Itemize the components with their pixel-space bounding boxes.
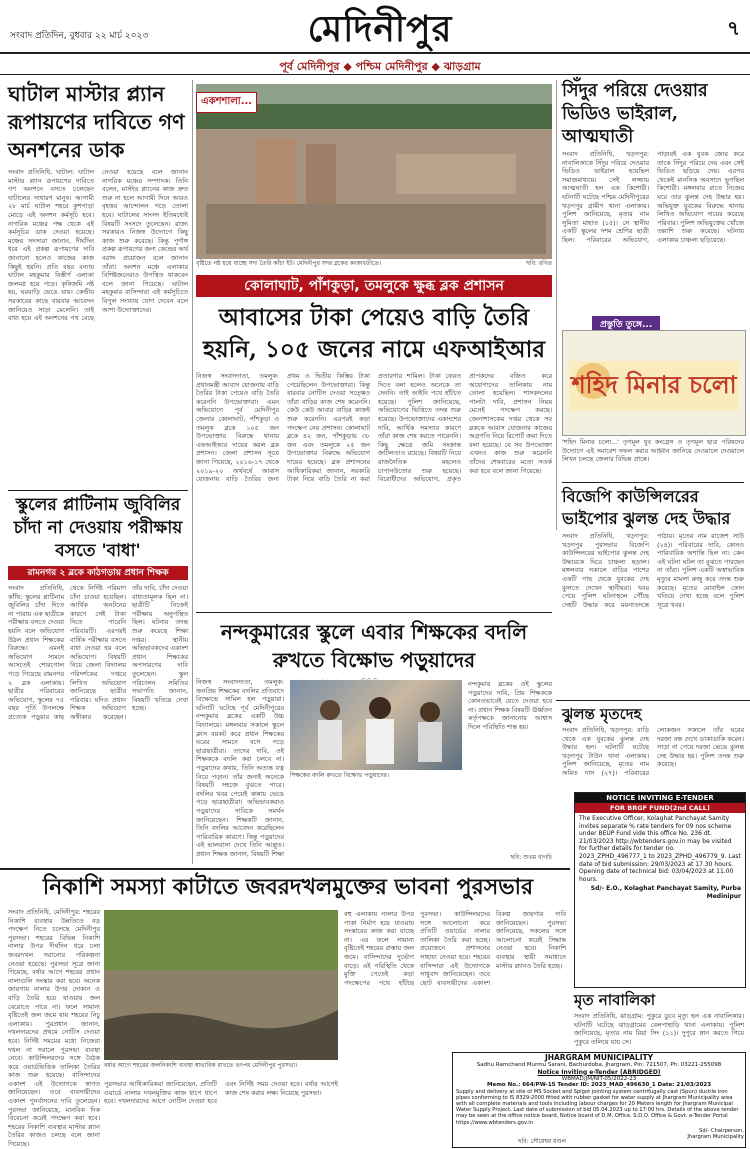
teacher-body-continued: নন্দকুমার ব্লকের ওই স্কুলের পড়ুয়াদের দাবি, প্রিয় শিক্ষককে কোনওভাবেই যেতে দেওয়া হবে না। প্রধান শিক্ষক বিষয়টি ঊর্ধ্বতন কর্তৃপক্ষকে জানানোর আশ্বাস দিলে পরিস্থিতি শান্ত হয়। bbox=[468, 680, 552, 731]
sindur-headline: সিঁদুর পরিয়ে দেওয়ার ভিডিও ভাইরাল, আত্মঘাতী bbox=[562, 81, 708, 147]
divider bbox=[0, 868, 570, 870]
bjp-headline: বিজেপি কাউন্সিলরের ভাইপোর ঝুলন্ত দেহ উদ্ধার bbox=[562, 487, 731, 528]
minor-headline: মৃত নাবালিকা bbox=[574, 991, 656, 1009]
page-number: ৭ bbox=[726, 16, 740, 40]
jhargram-address: Sadhu Ramchand Murmu Sarani, Bachurdoba, Jhargram, Pin: 721507, Ph: 03221-255098 bbox=[476, 1062, 722, 1068]
ghatal-headline: ঘাটাল মাস্টার প্ল্যান রূপায়ণের দাবিতে গণ অনশনের ডাক bbox=[8, 82, 185, 162]
publication-date: সংবাদ প্রতিদিন, বুধবার ২২ মার্চ ২০২৩ bbox=[10, 31, 149, 41]
photo-credit: ছবি: রণিত bbox=[526, 260, 552, 267]
housing-body: নিজস্ব সংবাদদাতা, তমলুক: প্রধানমন্ত্রী আবাস যোজনায় বাড়ি তৈরির টাকা পেয়েও বাড়ি তৈরি করেননি উপভোক্তারা। এমন অভিযোগে পূর্ব মেদিনীপুর জেলার কোলাঘাট, পাঁশকুড়া ও তমলুক ব্লকে ১০৫ জন উপভোক্তার বিরুদ্ধে থানায় এফআইআর দায়ের করল ব্লক প্রশাসন। জেলা প্রশাসন সূত্রে জানা গিয়েছে, ২০১৬-১৭ থেকে ২০১৯-২০ অর্থবর্ষে আবাস যোজনায় বাড়ি তৈরির জন্য প্রথম ও দ্বিতীয় কিস্তির টাকা পেয়েছিলেন উপভোক্তারা। কিন্তু বারবার নোটিস দেওয়া সত্ত্বেও তাঁরা বাড়ির কাজ শেষ করেননি। কেউ কেউ আবার বাড়ির কাজই শুরু করেননি। এরপরই কড়া পদক্ষেপ নেয় প্রশাসন। কোলাঘাট ব্লকে ৪২ জন, পাঁশকুড়ায় ৩৮ জন এবং তমলুকে ২৫ জন উপভোক্তার বিরুদ্ধে অভিযোগ দায়ের হয়েছে। ব্লক প্রশাসনের আধিকারিকরা জানান, সরকারি টাকা নিয়ে বাড়ি তৈরি না করা প্রতারণার শামিল। টাকা ফেরত দিতে বলা হলেও অনেকে তা দেননি। তাই আইনি পথে হাঁটতে হয়েছে। পুলিশ জানিয়েছে, অভিযোগের ভিত্তিতে তদন্ত শুরু হয়েছে। উপভোক্তাদের একাংশের দাবি, আর্থিক সমস্যার কারণে তাঁরা কাজ শেষ করতে পারেননি। কিছু ক্ষেত্রে জমি সংক্রান্ত জটিলতাও রয়েছে। বিষয়টি নিয়ে রাজনৈতিক মহলেও চাপানউতোর শুরু হয়েছে। বিরোধীদের অভিযোগ, প্রকৃত প্রাপকদের বঞ্চিত করে অযোগ্যদের তালিকায় নাম তোলা হয়েছিল। শাসকদলের পালটা দাবি, প্রশাসন নিয়ম মেনেই পদক্ষেপ করছে। জেলাশাসকের দপ্তর থেকে সব ব্লককে আবাস যোজনার কাজের অগ্রগতি নিয়ে রিপোর্ট জমা দিতে বলা হয়েছে। যে সব উপভোক্তা এখনও কাজ শুরু করেননি তাঁদের শেষবারের মতো সতর্ক করা হবে বলে জানা গিয়েছে। bbox=[196, 372, 552, 484]
housing-banner: কোলাঘাট, পাঁশকুড়া, তমলুকে ক্ষুব্ধ ব্লক প্রশাসন bbox=[196, 275, 552, 297]
housing-headline: আবাসের টাকা পেয়েও বাড়ি তৈরি হয়নি, ১০৫ জনের নামে এফআইআর bbox=[203, 304, 545, 363]
jhargram-ref: WBMAD/JM/NIT-05/2022-23 bbox=[561, 1075, 637, 1082]
page-title: মেদিনীপুর bbox=[307, 8, 453, 50]
wall-poster-photo bbox=[562, 330, 746, 436]
drain-photo-caption: বর্ষার আগে শহরের জলনিকাশি ব্যবস্থা স্বাভাবিক রাখতে তৎপর মেদিনীপুর পুরসভা। bbox=[104, 1062, 298, 1069]
ghatal-story bbox=[8, 80, 188, 164]
hanging-headline: ঝুলন্ত মৃতদেহ bbox=[562, 705, 642, 723]
teacher-headline: নন্দকুমারের স্কুলে এবার শিক্ষকের বদলি রুখতে বিক্ষোভ পড়ুয়াদের bbox=[220, 620, 528, 672]
bjp-body: সংবাদ প্রতিনিধি, খড়গপুর: খড়গপুর পুরসভার বিজেপি কাউন্সিলরের ভাইপোর ঝুলন্ত দেহ উদ্ধারকে ঘিরে চাঞ্চল্য ছড়াল। মঙ্গলবার সকালে বাড়ির পাশের একটি গাছ থেকে যুবকের দেহ ঝুলতে দেখেন স্থানীয়রা। খবর পেয়ে পুলিশ ঘটনাস্থলে পৌঁছে দেহটি উদ্ধার করে ময়নাতদন্তে পাঠায়। মৃতের নাম রাজেশ সাউ (২৪)। পরিবারের দাবি, কোনও পারিবারিক অশান্তি ছিল না। কেন এই ঘটনা ঘটল তা বুঝতে পারছেন না তাঁরা। পুলিশ একটি অস্বাভাবিক মৃত্যুর মামলা রুজু করে তদন্ত শুরু করেছে। মৃতের মোবাইল ফোন খতিয়ে দেখা হচ্ছে বলে পুলিশ সূত্রে খবর। bbox=[562, 532, 744, 609]
nav-jhargram: ঝাড়গ্রাম bbox=[443, 60, 481, 73]
jhargram-heading: Notice Inviting e-Tender (ABRIDGED) bbox=[537, 1068, 661, 1076]
students-illustration bbox=[290, 680, 462, 770]
minor-body: সংবাদ প্রতিনিধি, ঝাড়গ্রাম: পুকুরে ডুবে মৃত্যু হল এক নাবালিকার। ঘটনাটি ঘটেছে ঝাড়গ্রামের বেলপাহাড়ি থানা এলাকায়। পুলিশ জানিয়েছে, মৃতার নাম রিয়া সিং (১১)। দুপুরে স্নান করতে গিয়ে পুকুরে তলিয়ে যায় সে। bbox=[574, 1012, 744, 1046]
photo-caption bbox=[196, 260, 552, 268]
district-nav: পূর্ব মেদিনীপুর ◆ পশ্চিম মেদিনীপুর ◆ ঝাড়গ্রাম bbox=[279, 60, 481, 73]
hanging-body: সংবাদ প্রতিনিধি, খড়গপুর: বাড়ি থেকে এক যুবকের ঝুলন্ত দেহ উদ্ধার হল। ঘটনাটি ঘটেছে খড়গপুর টাউন থানা এলাকায়। পুলিশ জানিয়েছে, মৃতের নাম অমিত দাস (২৭)। পরিবারের লোকজন সকালে তাঁর ঘরের দরজা বন্ধ দেখে ডাকাডাকি করেন। সাড়া না পেয়ে দরজা ভেঙে ঝুলন্ত দেহ উদ্ধার হয়। পুলিশ তদন্ত শুরু করেছে। bbox=[562, 726, 744, 777]
sindur-body: সংবাদ প্রতিনিধি, খড়গপুর: নাবালিকাকে সিঁদুর পরিয়ে দেওয়ার ভিডিও ভাইরাল হয়েছিল সমাজমাধ্যমে। সেই লজ্জায় আত্মঘাতী হল এক কিশোরী। ঘটনাটি ঘটেছে পশ্চিম মেদিনীপুরের খড়গপুর গ্রামীণ থানা এলাকায়। পুলিশ জানিয়েছে, মৃতার নাম সুমিতা মাহাত (১৫)। সে স্থানীয় একটি স্কুলের দশম শ্রেণির ছাত্রী ছিল। পরিবারের অভিযোগ, পাড়ারই এক যুবক জোর করে তাকে সিঁদুর পরিয়ে দেয় এবং সেই ভিডিও ছড়িয়ে দেয়। এরপর থেকেই মানসিক অবসাদে ভুগছিল কিশোরী। মঙ্গলবার রাতে নিজের ঘরে তার ঝুলন্ত দেহ উদ্ধার হয়। অভিযুক্ত যুবকের বিরুদ্ধে থানায় লিখিত অভিযোগ দায়ের করেছে পরিবার। পুলিশ অভিযুক্তের খোঁজে তল্লাশি শুরু করেছে। ঘটনায় এলাকায় চাঞ্চল্য ছড়িয়েছে। bbox=[562, 150, 744, 244]
teacher-photo-caption: শিক্ষকের বদলি রুখতে বিক্ষোভ পড়ুয়াদের। bbox=[290, 772, 389, 779]
photo-tag: একশশালা... bbox=[196, 92, 257, 113]
column-rule bbox=[192, 80, 193, 864]
jhargram-body: Supply and delivery at site of MS Socket and Spigot jointing system centrifugally cast (Spun) ductile iron pipes conforming to IS 8329-2000 fitted with rubber gasket for water supply at Jhargram Municipality area with all complete materials and tools including labour charges for 20 Meters length for Jhargram Municipal Water Supply Project. Last date of submission of bid 05.04.2023 up to 17:00 hrs. Details of the above tender may be seen at the office notice board, Notice board of D.M. Office, S.D.O. Office & Govt. e-Tender Portal https://www.wbtenders.gov.in bbox=[456, 1088, 739, 1126]
tender-sign: Sd/- E.O., Kolaghat Panchayat Samity, Purba Medinipur bbox=[590, 885, 741, 900]
students-protest-photo bbox=[290, 680, 462, 770]
nav-purba-medinipur: পূর্ব মেদিনীপুর bbox=[279, 60, 340, 73]
school-body: সংবাদ প্রতিনিধি, কাঁথি: স্কুলের প্লাটিনাম জুবিলির চাঁদা দিতে না পারায় এক ছাত্রীকে পরীক্ষায় বসতে দেওয়া হয়নি বলে অভিযোগ উঠল প্রধান শিক্ষকের বিরুদ্ধে। এমনই অভিযোগ সামনে আসতেই শোরগোল পড়ে গিয়েছে রামনগর ২ ব্লক এলাকায়। ছাত্রীর পরিবারের অভিযোগ, স্কুলের ৭৫ বছর পূর্তি উপলক্ষে প্রত্যেক পড়ুয়ার কাছ থেকে নির্দিষ্ট পরিমাণ চাঁদা চাওয়া হয়েছিল। আর্থিক অনটনের কারণে সেই টাকা দিতে পারেনি পরিবারটি। এরপরই বার্ষিক পরীক্ষায় বসতে বাধা দেওয়া হয় বলে অভিযোগ। বিষয়টি নিয়ে জেলা বিদ্যালয় পরিদর্শকের দপ্তরে লিখিত অভিযোগ জানিয়েছে ছাত্রীর পরিবার। যদিও প্রধান শিক্ষক অভিযোগ অস্বীকার করেছেন। তাঁর দাবি, চাঁদা দেওয়া বাধ্যতামূলক ছিল না। ছাত্রীটি নিজেই পরীক্ষায় অনুপস্থিত ছিল। ঘটনার তদন্ত শুরু করেছে শিক্ষা দপ্তর। স্থানীয় অভিভাবকদের একাংশ প্রধান শিক্ষকের অপসারণের দাবি তুলেছেন। স্কুল পরিচালন সমিতির সভাপতি জানান, বিষয়টি খতিয়ে দেখা হচ্ছে। bbox=[8, 584, 188, 721]
photo-caption-text: বৃষ্টিতে নষ্ট হয়ে যাচ্ছে সদ্য তৈরি কাঁচা ইট। মেদিনীপুর সদর ব্লকের কংকাবতীতে। bbox=[196, 260, 382, 267]
ghatal-body: সংবাদ প্রতিনিধি, ঘাটাল: ঘাটাল মাস্টার প্ল্যান রূপায়ণের দাবিতে গণ অনশনে বসতে চলেছেন ঘাটালের সাধারণ মানুষ। আগামী ২৮ মার্চ ঘাটাল শহরে কুশপাড়া মোড়ে এই অনশন কর্মসূচি হবে। নাগরিক মঞ্চের পক্ষ থেকে এই কর্মসূচির ডাক দেওয়া হয়েছে। মঞ্চের সদস্যরা জানান, দীর্ঘদিন ধরে এই প্রকল্প রূপায়ণের দাবি জানানো হলেও কাজের কাজ কিছুই হয়নি। প্রতি বছর বন্যায় ঘাটাল মহকুমার বিস্তীর্ণ এলাকা জলমগ্ন হয়ে পড়ে। কৃষিজমি নষ্ট হয়, ঘরবাড়ি ভেঙে যায়। কেন্দ্রীয় সরকারের কাছে বারবার আবেদন জানিয়েও সাড়া মেলেনি। তাই বাধ্য হয়ে এই অনশনের পথ বেছে নেওয়া হয়েছে বলে জানান নাগরিক মঞ্চের সম্পাদক। তিনি বলেন, মাস্টার প্ল্যানের কাজ দ্রুত শুরু না হলে আগামী দিনে আরও বৃহত্তর আন্দোলন গড়ে তোলা হবে। ঘাটালের সাংসদ ইতিমধ্যেই বিষয়টি সংসদে তুলেছেন। রাজ্য সরকারও নিজস্ব উদ্যোগে কিছু কাজ শুরু করেছে। কিন্তু পূর্ণাঙ্গ প্রকল্প রূপায়ণের জন্য কেন্দ্রের অর্থ বরাদ্দ প্রয়োজন বলে জানান তাঁরা। অনশন মঞ্চে এলাকার বিশিষ্টজনেরাও উপস্থিত থাকবেন বলে জানা গিয়েছে। ঘাটাল মহকুমার বাসিন্দারা এই কর্মসূচিতে বিপুল সংখ্যায় যোগ দেবেন বলে আশা উদ্যোক্তাদের। bbox=[8, 168, 188, 323]
divider bbox=[556, 700, 750, 701]
jhargram-title: JHARGRAM MUNICIPALITY bbox=[544, 1053, 654, 1062]
tender-subtitle: FOR BRGF FUND(2nd CALL) bbox=[575, 803, 745, 813]
drain-photo bbox=[104, 910, 338, 1060]
jhargram-sign: Sd/- Chairperson, Jhargram Municipality bbox=[680, 1128, 744, 1140]
divider bbox=[8, 490, 188, 491]
tender-title: NOTICE INVITING E-TENDER bbox=[575, 793, 745, 803]
column-rule bbox=[556, 80, 557, 530]
nav-paschim-medinipur: পশ্চিম মেদিনীপুর bbox=[355, 60, 428, 73]
drain-illustration bbox=[104, 910, 338, 1060]
tender-body: The Executive Officer, Kolaghat Panchayat Samity invites separate % rate tenders for 09 nos scheme under BEUP Fund vide this office No. 236 dt. 21/03/2023 http://wbtenders.gov.in may be visited for further details for tender no. 2023_ZPHD_496777_1 to 2023_ZPHD_496779_9. Last date of bid submission: 29/03/2023 at 17.30 hours. Opening date of technical bid: 03/04/2023 at 11.00 hours. bbox=[579, 815, 741, 883]
poster-label: প্রস্তুতি তুঙ্গে... bbox=[592, 316, 660, 333]
school-headline: স্কুলের প্লাটিনাম জুবিলির চাঁদা না দেওয়ায় পরীক্ষায় বসতে 'বাধা' bbox=[13, 495, 183, 561]
drainage-body: সংবাদ প্রতিনিধি, মেদিনীপুর: শহরের নিকাশি ব্যবস্থার উন্নতিতে বড় পদক্ষেপ নিতে চলেছে মেদিনীপুর পুরসভা। শহরের বিভিন্ন নিকাশি নালার উপর দীর্ঘদিন ধরে চলা জবরদখল সরানোর পরিকল্পনা নেওয়া হয়েছে। পুরসভা সূত্রে জানা গিয়েছে, বর্ষার আগে শহরের প্রধান নালাগুলি সংস্কার করা হবে। অনেক জায়গায় নালার উপর দোকান ও বাড়ি তৈরি হয়ে যাওয়ায় জল বেরোতে পারে না। ফলে সামান্য বৃষ্টিতেই জল জমে যায় শহরের নিচু এলাকায়। পুরপ্রধান জানান, দখলদারদের প্রথমে নোটিস দেওয়া হবে। নির্দিষ্ট সময়ের মধ্যে নিজেরা দখল না সরালে পুরসভা ব্যবস্থা নেবে। কাউন্সিলরদের সঙ্গে বৈঠক করে ওয়ার্ডভিত্তিক তালিকা তৈরির কাজ শুরু হয়েছে। বাসিন্দাদের একাংশ এই উদ্যোগকে স্বাগত জানিয়েছেন। তবে ব্যবসায়ীদের একাংশ পুনর্বাসনের দাবি তুলেছেন। পুরসভা জানিয়েছে, মানবিক দিক বিবেচনা করেই পদক্ষেপ করা হবে। শহরের নিকাশি ব্যবস্থার মাস্টার প্ল্যান তৈরির কাজও চলছে বলে জানা গিয়েছে। bbox=[8, 908, 100, 1149]
drain-photo-credit: ছবি: সৌমেশ্বর মণ্ডল bbox=[518, 1138, 566, 1145]
tender-notice bbox=[574, 792, 746, 988]
poster-caption: 'শহিদ মিনার চলো...' তৃণমূল যুব কংগ্রেস ও তৃণমূল ছাত্র পরিষদের উদ্যোগে এই সমাবেশ সফল করার আহ্বান জানিয়ে দেওয়ালে দেওয়ালে লিখন চলছে জেলার বিভিন্ন প্রান্তে। bbox=[562, 438, 744, 464]
teacher-photo-credit: ছবি: শুভম বাগচি bbox=[510, 854, 552, 861]
school-subhead: রামনগর ২ ব্লকে কাঠগড়ায় প্রধান শিক্ষক bbox=[8, 566, 188, 580]
drainage-body-continued: পুরসভার আধিকারিকরা জানিয়েছেন, প্রতিটি ওয়ার্ডে নালার দখলমুক্তির কাজ ধাপে ধাপে হবে। দখলদারদের আগে নোটিস দেওয়া হবে এবং নির্দিষ্ট সময় দেওয়া হবে। বর্ষার আগেই কাজ শেষ করার লক্ষ্য নিয়েছে পুরসভা। bbox=[104, 1080, 338, 1106]
teacher-body: নিজস্ব সংবাদদাতা, তমলুক: জনপ্রিয় শিক্ষকের বদলির প্রতিবাদে বিক্ষোভে সামিল হল পড়ুয়ারা। ঘটনাটি ঘটেছে পূর্ব মেদিনীপুরের নন্দকুমার ব্লকের একটি উচ্চ বিদ্যালয়ে। মঙ্গলবার সকালে স্কুলে ক্লাস বয়কট করে প্রধান শিক্ষকের ঘরের সামনে বসে পড়ে ছাত্রছাত্রীরা। তাদের দাবি, ওই শিক্ষককে বদলি করা চলবে না। পড়ুয়াদের কথায়, তিনি অত্যন্ত যত্ন নিয়ে পড়ান। তাঁর জন্যই অনেকে বিষয়টি সহজে বুঝতে পারে। বদলির খবর পেয়েই কান্নায় ভেঙে পড়ে ছাত্রছাত্রীরা। অভিভাবকরাও পড়ুয়াদের দাবিকে সমর্থন জানিয়েছেন। শিক্ষকটি জানান, তিনি বদলির আবেদন করেছিলেন পারিবারিক কারণে। কিন্তু পড়ুয়াদের এই ভালবাসা দেখে তিনি আপ্লুত। প্রধান শিক্ষক জানান, বিষয়টি শিক্ষা bbox=[196, 678, 284, 858]
drainage-headline: নিকাশি সমস্যা কাটাতে জবরদখলমুক্তের ভাবনা পুরসভার bbox=[42, 874, 534, 900]
divider bbox=[196, 612, 552, 613]
divider bbox=[0, 74, 750, 75]
drainage-body-right: বহু এলাকায় নালার উপর পাকা নির্মাণ হয়ে যাওয়ায় সংস্কারের কাজ করা যাচ্ছে না। এর ফলে সামান্য বৃষ্টিতেই শহরের রাস্তায় জল জমে। বাসিন্দাদের দুর্ভোগ বাড়ে। এই পরিস্থিতি থেকে মুক্তি পেতেই কড়া পদক্ষেপের পথে হাঁটছে পুরসভা। কাউন্সিলরদের সঙ্গে আলোচনা করে প্রতিটি ওয়ার্ডের নালার তালিকা তৈরি করা হচ্ছে। প্রয়োজনে প্রশাসনের সাহায্য নেওয়া হবে। শহরের বাসিন্দারা এই উদ্যোগকে সাধুবাদ জানিয়েছেন। তবে ছোট ব্যবসায়ীদের একাংশ বিকল্প জায়গার দাবি জানিয়েছেন। পুরসভা জানিয়েছে, সকলের সঙ্গে আলোচনা করেই সিদ্ধান্ত নেওয়া হবে। নিকাশি ব্যবস্থার স্থায়ী সমাধানে মাস্টার প্ল্যানও তৈরি হচ্ছে। bbox=[344, 910, 566, 987]
poster-art-text: শহিদ মিনার চলো bbox=[571, 370, 737, 399]
jhargram-memo: Memo No.: 664/PW-15 Tender ID: 2023_MAD_496630_1 Date: 21/03/2023 bbox=[486, 1082, 712, 1088]
divider bbox=[562, 482, 744, 483]
